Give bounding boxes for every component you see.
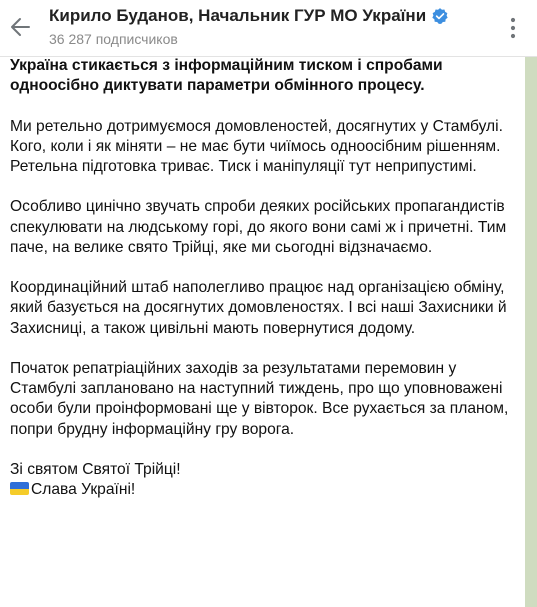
post-paragraph: Особливо цинічно звучать спроби деяких російських пропагандистів спекулювати на людському горі, до якого вони самі ж і причетні. Тим паче, на велике свято Трійці, яке ми сьогодні відзначаємо.: [10, 198, 507, 256]
ukraine-flag-icon: [10, 482, 29, 495]
channel-post: [0, 30, 525, 607]
channel-info[interactable]: [49, 4, 489, 49]
arrow-left-icon: [9, 16, 31, 38]
channel-name-text: Кирило Буданов, Начальник ГУР МО України: [49, 6, 427, 25]
post-paragraph: Координаційний штаб наполегливо працює над організацією обміну, який базується на досягнутих домовленостях. І всі наші Захисники й Захисниці, а також цивільні мають повернутися додому.: [10, 279, 507, 337]
more-menu-button[interactable]: [501, 15, 525, 41]
post-lead-paragraph: Україна стикається з інформаційним тиском і спробами одноосібно диктувати параметри обмінного процесу.: [10, 57, 443, 95]
post-paragraph: Початок репатріаційних заходів за результатами перемовин у Стамбулі заплановано на наступний тиждень, про що уповноважені особи були проінформовані ще у вівторок. Все рухається за планом, попри брудну інформаційну гру ворога.: [10, 359, 509, 438]
post-closing-line: Зі святом Святої Трійці!: [10, 460, 181, 478]
verified-badge-icon: [431, 7, 449, 25]
back-button[interactable]: [6, 10, 34, 44]
channel-title: [49, 4, 489, 28]
chat-header: [0, 0, 537, 57]
post-closing: [10, 460, 511, 500]
more-vertical-icon: [501, 15, 525, 41]
post-slogan-text: Слава Україні!: [31, 481, 136, 499]
post-text: [10, 56, 511, 500]
post-closing-slogan: [10, 480, 511, 500]
post-paragraph: Ми ретельно дотримуємося домовленостей, досягнутих у Стамбулі. Кого, коли і як міняти – не має бути чиїмось одноосібним рішенням. Ретельна підготовка триває. Тиск і маніпуляції тут неприпустимі.: [10, 117, 503, 175]
subscriber-count: 36 287 подписчиков: [49, 31, 178, 47]
